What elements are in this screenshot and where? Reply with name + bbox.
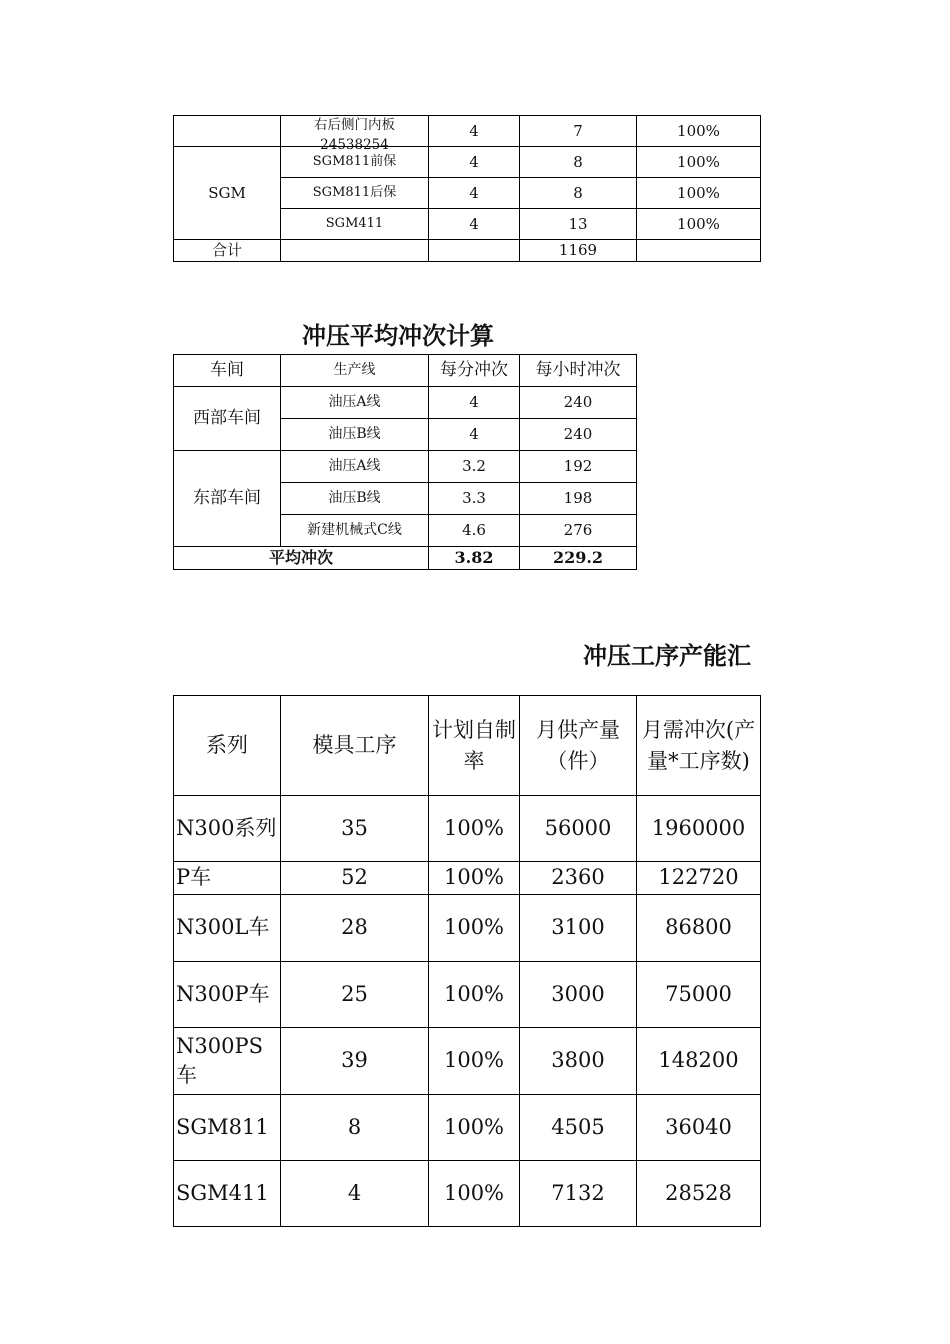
header-monthly-strokes: 月需冲次(产量*工序数) bbox=[637, 696, 761, 796]
per-min-cell: 3.3 bbox=[429, 483, 520, 515]
strokes-cell: 75000 bbox=[637, 962, 761, 1028]
series-cell: P车 bbox=[174, 862, 281, 895]
process-cell: 39 bbox=[281, 1028, 429, 1095]
qty-cell: 8 bbox=[520, 178, 637, 209]
capacity-table bbox=[173, 115, 761, 262]
per-hour-cell: 240 bbox=[520, 387, 637, 419]
table-row bbox=[174, 1161, 761, 1227]
qty-cell: 13 bbox=[520, 209, 637, 240]
workshop-cell: 西部车间 bbox=[174, 387, 281, 451]
part-cell: SGM411 bbox=[281, 209, 429, 240]
average-per-hour: 229.2 bbox=[520, 547, 637, 570]
total-value: 1169 bbox=[520, 240, 637, 262]
table-row bbox=[174, 895, 761, 962]
process-cell: 25 bbox=[281, 962, 429, 1028]
rate-cell: 100% bbox=[429, 895, 520, 962]
supply-cell: 4505 bbox=[520, 1095, 637, 1161]
header-per-hour: 每小时冲次 bbox=[520, 355, 637, 387]
strokes-cell: 1960000 bbox=[637, 796, 761, 862]
per-hour-cell: 276 bbox=[520, 515, 637, 547]
steps-cell: 4 bbox=[429, 209, 520, 240]
part-cell: SGM811前保 bbox=[281, 147, 429, 178]
table-row bbox=[174, 796, 761, 862]
header-row bbox=[174, 696, 761, 796]
empty-cell bbox=[281, 240, 429, 262]
steps-cell: 4 bbox=[429, 116, 520, 147]
rate-cell: 100% bbox=[429, 1161, 520, 1227]
header-series: 系列 bbox=[174, 696, 281, 796]
header-monthly-supply: 月供产量（件） bbox=[520, 696, 637, 796]
process-cell: 8 bbox=[281, 1095, 429, 1161]
table-row bbox=[174, 116, 761, 147]
per-min-cell: 4 bbox=[429, 387, 520, 419]
process-section-title: 冲压工序产能汇 bbox=[583, 641, 751, 670]
average-row bbox=[174, 547, 637, 570]
strokes-cell: 148200 bbox=[637, 1028, 761, 1095]
stroke-table bbox=[173, 354, 637, 570]
steps-cell: 4 bbox=[429, 147, 520, 178]
average-per-min: 3.82 bbox=[429, 547, 520, 570]
header-per-min: 每分冲次 bbox=[429, 355, 520, 387]
group-cell bbox=[174, 116, 281, 147]
per-hour-cell: 192 bbox=[520, 451, 637, 483]
process-cell: 28 bbox=[281, 895, 429, 962]
header-line: 生产线 bbox=[281, 355, 429, 387]
steps-cell: 4 bbox=[429, 178, 520, 209]
supply-cell: 2360 bbox=[520, 862, 637, 895]
rate-cell: 100% bbox=[429, 1028, 520, 1095]
strokes-cell: 28528 bbox=[637, 1161, 761, 1227]
rate-cell: 100% bbox=[637, 147, 761, 178]
header-row bbox=[174, 355, 637, 387]
header-die-process: 模具工序 bbox=[281, 696, 429, 796]
per-hour-cell: 240 bbox=[520, 419, 637, 451]
empty-cell bbox=[637, 240, 761, 262]
strokes-cell: 36040 bbox=[637, 1095, 761, 1161]
table-row bbox=[174, 387, 637, 419]
group-cell: SGM bbox=[174, 147, 281, 240]
strokes-cell: 122720 bbox=[637, 862, 761, 895]
header-plan-rate: 计划自制率 bbox=[429, 696, 520, 796]
process-table bbox=[173, 695, 761, 1227]
supply-cell: 7132 bbox=[520, 1161, 637, 1227]
per-min-cell: 4.6 bbox=[429, 515, 520, 547]
qty-cell: 7 bbox=[520, 116, 637, 147]
rate-cell: 100% bbox=[637, 209, 761, 240]
line-cell: 油压A线 bbox=[281, 387, 429, 419]
series-cell: SGM411 bbox=[174, 1161, 281, 1227]
rate-cell: 100% bbox=[637, 116, 761, 147]
table-row bbox=[174, 451, 637, 483]
part-cell: SGM811后保 bbox=[281, 178, 429, 209]
average-label: 平均冲次 bbox=[174, 547, 429, 570]
table-row bbox=[174, 147, 761, 178]
supply-cell: 3800 bbox=[520, 1028, 637, 1095]
rate-cell: 100% bbox=[637, 178, 761, 209]
per-min-cell: 4 bbox=[429, 419, 520, 451]
series-cell: SGM811 bbox=[174, 1095, 281, 1161]
process-cell: 35 bbox=[281, 796, 429, 862]
empty-cell bbox=[429, 240, 520, 262]
line-cell: 油压B线 bbox=[281, 483, 429, 515]
process-cell: 52 bbox=[281, 862, 429, 895]
strokes-cell: 86800 bbox=[637, 895, 761, 962]
rate-cell: 100% bbox=[429, 796, 520, 862]
workshop-cell: 东部车间 bbox=[174, 451, 281, 547]
series-cell: N300PS车 bbox=[174, 1028, 281, 1095]
table-row bbox=[174, 1095, 761, 1161]
rate-cell: 100% bbox=[429, 1095, 520, 1161]
per-hour-cell: 198 bbox=[520, 483, 637, 515]
table-row bbox=[174, 1028, 761, 1095]
supply-cell: 56000 bbox=[520, 796, 637, 862]
table-row bbox=[174, 962, 761, 1028]
qty-cell: 8 bbox=[520, 147, 637, 178]
process-cell: 4 bbox=[281, 1161, 429, 1227]
line-cell: 新建机械式C线 bbox=[281, 515, 429, 547]
total-row bbox=[174, 240, 761, 262]
header-workshop: 车间 bbox=[174, 355, 281, 387]
per-min-cell: 3.2 bbox=[429, 451, 520, 483]
series-cell: N300L车 bbox=[174, 895, 281, 962]
line-cell: 油压A线 bbox=[281, 451, 429, 483]
stroke-section-title: 冲压平均冲次计算 bbox=[302, 321, 494, 350]
part-cell: 右后侧门内板24538254 bbox=[281, 116, 429, 147]
supply-cell: 3100 bbox=[520, 895, 637, 962]
rate-cell: 100% bbox=[429, 962, 520, 1028]
supply-cell: 3000 bbox=[520, 962, 637, 1028]
series-cell: N300系列 bbox=[174, 796, 281, 862]
line-cell: 油压B线 bbox=[281, 419, 429, 451]
total-label: 合计 bbox=[174, 240, 281, 262]
table-row bbox=[174, 862, 761, 895]
series-cell: N300P车 bbox=[174, 962, 281, 1028]
rate-cell: 100% bbox=[429, 862, 520, 895]
